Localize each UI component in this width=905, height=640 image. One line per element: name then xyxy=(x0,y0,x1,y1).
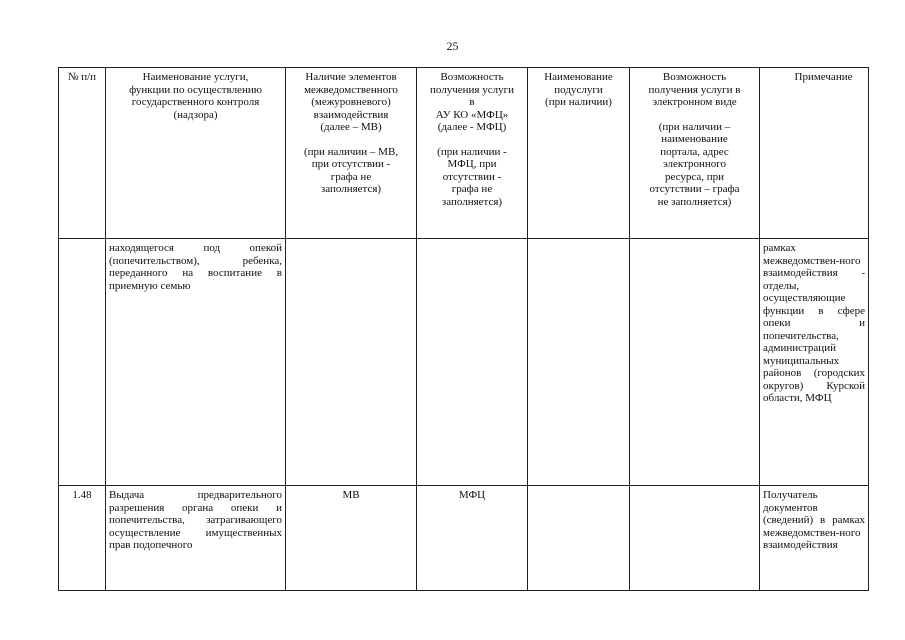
cell-electronic xyxy=(630,486,760,591)
table-row xyxy=(59,239,869,486)
header-service-name: Наименование услуги, функции по осуществлению государственного контроля (надзора) xyxy=(106,68,286,239)
header-electronic-note: (при наличии – наименование портала, адрес электронного ресурса, при отсутствии – графа не заполняется) xyxy=(649,120,740,208)
table-header-row xyxy=(59,68,869,239)
cell-note: Получатель документов (сведений) в рамках межведомствен-ного взаимодействия xyxy=(760,486,869,591)
page-number: 25 xyxy=(446,39,459,53)
header-mfc xyxy=(417,68,528,239)
cell-service-name: находящегося под опекой (попечительством), ребенка, переданного на воспитание в приемную семью xyxy=(106,239,286,486)
cell-mv: МВ xyxy=(286,486,417,591)
cell-mfc xyxy=(417,239,528,486)
header-note: Примечание xyxy=(760,68,869,239)
cell-num xyxy=(59,239,106,486)
cell-note: рамках межведомствен-ного взаимодействия - отделы, осуществляющие функции в сфере опеки и попечительства, администраций муниципальных районов (городских округов) Курской области, МФЦ xyxy=(760,239,869,486)
cell-service-name: Выдача предварительного разрешения органа опеки и попечительства, затрагивающего осуществление имущественных прав подопечного xyxy=(106,486,286,591)
services-table xyxy=(58,67,869,591)
header-electronic-title: Возможность получения услуги в электронном виде xyxy=(648,71,741,108)
header-mfc-note: (при наличии - МФЦ, при отсутствии - графа не заполняется) xyxy=(437,145,507,208)
header-electronic xyxy=(630,68,760,239)
table-row xyxy=(59,486,869,591)
header-mv-title: Наличие элементов межведомственного (межуровневого) взаимодействия (далее – МВ) xyxy=(304,71,398,133)
header-num: № п/п xyxy=(59,68,106,239)
cell-num: 1.48 xyxy=(59,486,106,591)
cell-mfc: МФЦ xyxy=(417,486,528,591)
cell-subservice xyxy=(528,239,630,486)
header-subservice: Наименование подуслуги (при наличии) xyxy=(528,68,630,239)
cell-subservice xyxy=(528,486,630,591)
header-mv xyxy=(286,68,417,239)
cell-electronic xyxy=(630,239,760,486)
cell-mv xyxy=(286,239,417,486)
header-mv-note: (при наличии – МВ, при отсутствии - графа не заполняется) xyxy=(303,145,399,195)
header-mfc-title: Возможность получения услуги в АУ КО «МФЦ» (далее - МФЦ) xyxy=(430,71,514,133)
